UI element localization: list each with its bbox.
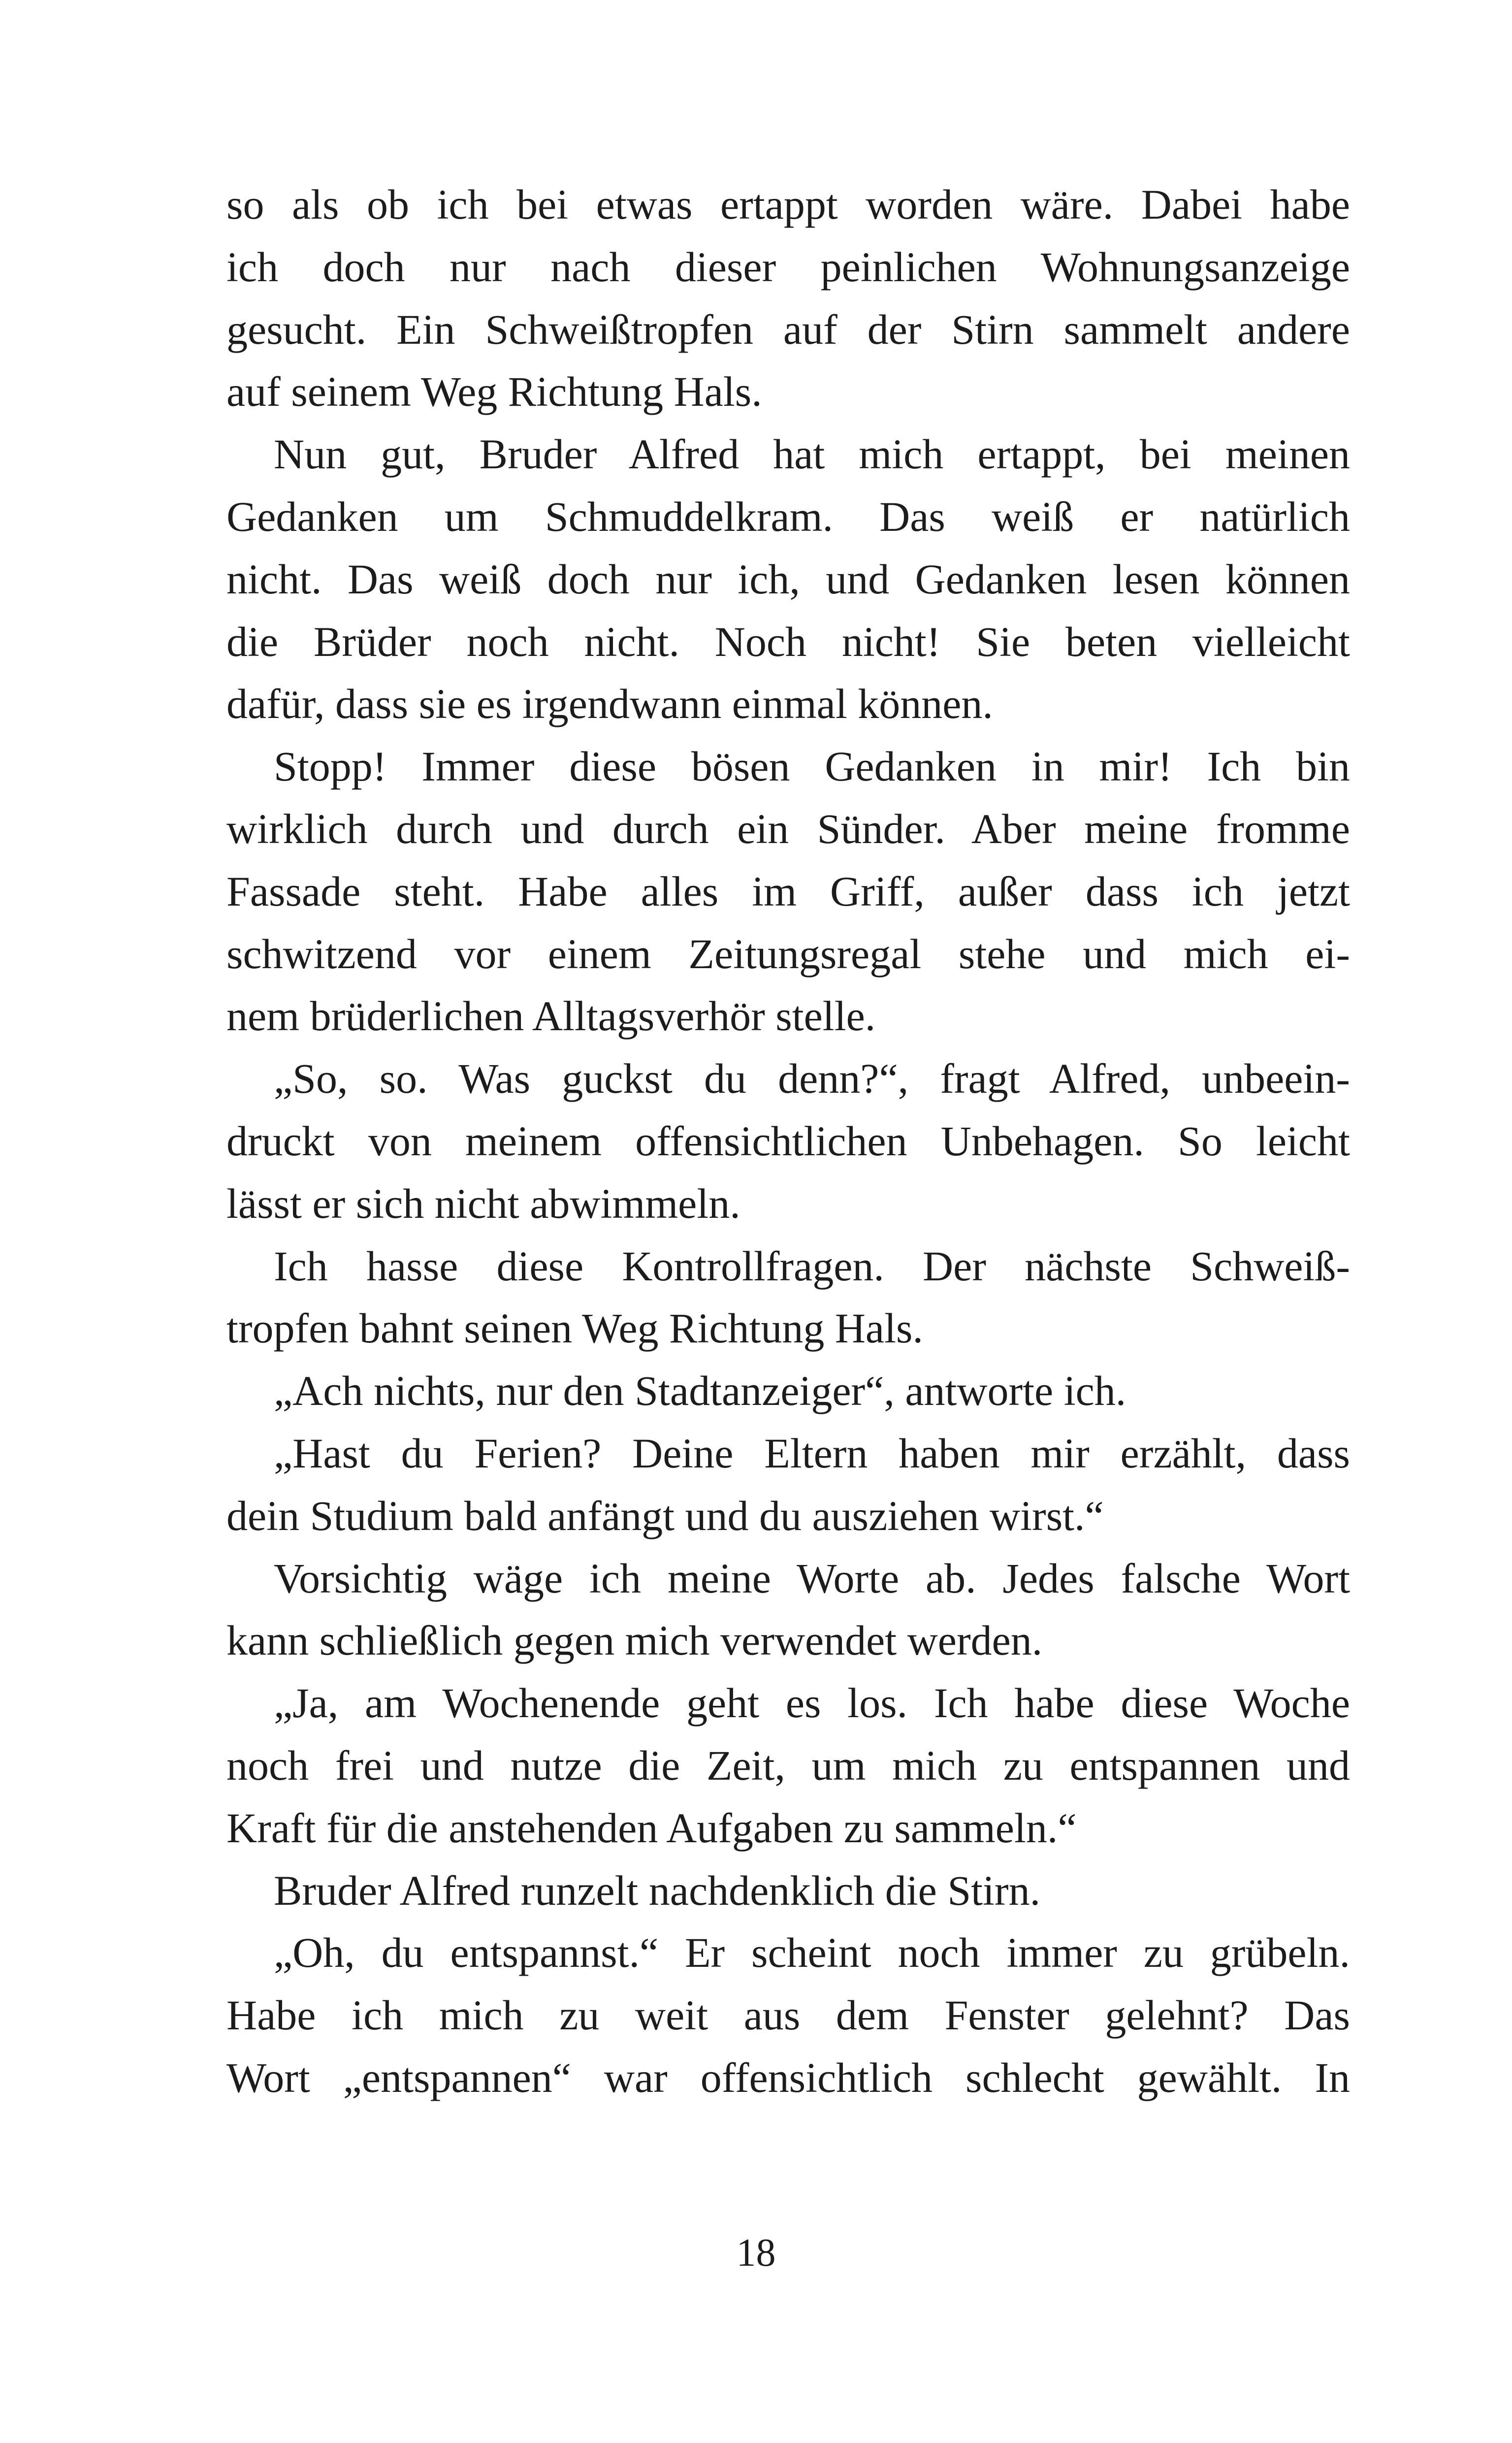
text-line: kann schließlich gegen mich verwendet werden. [226, 1617, 1043, 1664]
text-line: lässt er sich nicht abwimmeln. [226, 1179, 740, 1227]
text-line: Stopp! Immer diese bösen Gedanken in mir! Ich bin [274, 743, 1350, 790]
text-line: Vorsichtig wäge ich meine Worte ab. Jedes falsche Wort [274, 1554, 1350, 1602]
text-line: gesucht. Ein Schweißtropfen auf der Stirn sammelt andere [226, 305, 1350, 353]
text-line: dein Studium bald anfängt und du ausziehen wirst.“ [226, 1492, 1104, 1539]
text-line: noch frei und nutze die Zeit, um mich zu entspannen und [226, 1741, 1350, 1789]
text-line: „Ja, am Wochenende geht es los. Ich habe diese Woche [274, 1679, 1350, 1727]
text-line: nem brüderlichen Alltagsverhör stelle. [226, 992, 876, 1040]
text-line: dafür, dass sie es irgendwann einmal können. [226, 680, 993, 728]
text-line: Gedanken um Schmuddelkram. Das weiß er natürlich [226, 492, 1350, 540]
text-line: druckt von meinem offensichtlichen Unbehagen. So leicht [226, 1117, 1350, 1165]
text-line: die Brüder noch nicht. Noch nicht! Sie beten vielleicht [226, 618, 1350, 665]
text-line: auf seinem Weg Richtung Hals. [226, 368, 762, 416]
text-line: Fassade steht. Habe alles im Griff, außer dass ich jetzt [226, 867, 1350, 915]
page-number: 18 [736, 2231, 776, 2275]
text-line: „Hast du Ferien? Deine Eltern haben mir erzählt, dass [274, 1429, 1350, 1477]
text-line: „Oh, du entspannst.“ Er scheint noch immer zu grübeln. [274, 1929, 1350, 1977]
text-line: wirklich durch und durch ein Sünder. Aber meine fromme [226, 805, 1350, 852]
text-line: Wort „entspannen“ war offensichtlich schlecht gewählt. In [226, 2053, 1350, 2101]
text-line: tropfen bahnt seinen Weg Richtung Hals. [226, 1304, 923, 1352]
text-line: ich doch nur nach dieser peinlichen Wohnungsanzeige [226, 243, 1350, 291]
text-line: „Ach nichts, nur den Stadtanzeiger“, antworte ich. [274, 1367, 1126, 1415]
text-line: „So, so. Was guckst du denn?“, fragt Alfred, unbeein- [274, 1055, 1350, 1103]
text-line: Kraft für die anstehenden Aufgaben zu sammeln.“ [226, 1804, 1077, 1852]
text-line: so als ob ich bei etwas ertappt worden wäre. Dabei habe [226, 181, 1350, 228]
text-line: Bruder Alfred runzelt nachdenklich die Stirn. [274, 1866, 1041, 1914]
text-line: schwitzend vor einem Zeitungsregal stehe und mich ei- [226, 930, 1350, 977]
text-line: Nun gut, Bruder Alfred hat mich ertappt, bei meinen [274, 430, 1350, 478]
text-line: Ich hasse diese Kontrollfragen. Der nächste Schweiß- [274, 1242, 1350, 1290]
text-line: nicht. Das weiß doch nur ich, und Gedanken lesen können [226, 555, 1350, 603]
body-text [226, 173, 1350, 2109]
text-line: Habe ich mich zu weit aus dem Fenster gelehnt? Das [226, 1991, 1350, 2039]
